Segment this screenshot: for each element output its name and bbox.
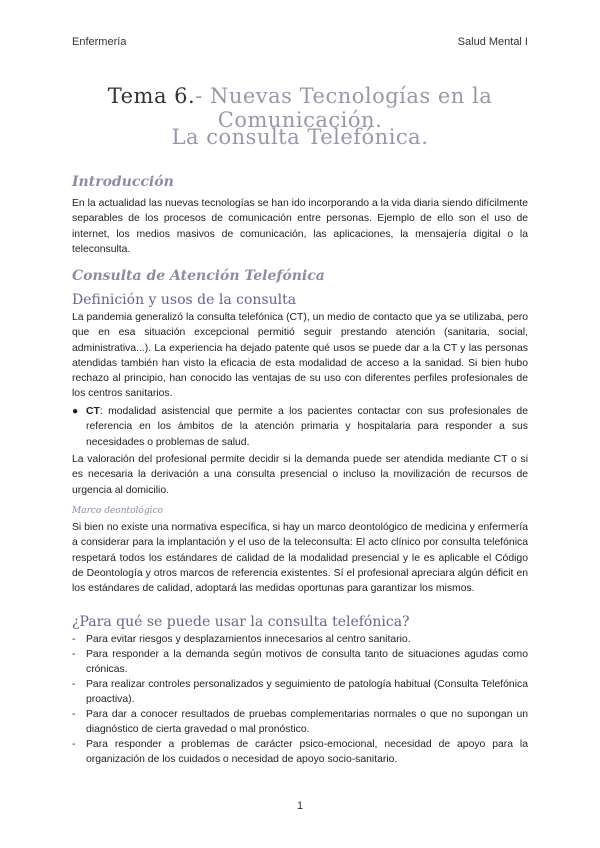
- list-item-text: Para evitar riesgos y desplazamientos innecesarios al centro sanitario.: [86, 634, 411, 645]
- list-item-text: Para responder a problemas de carácter psico-emocional, necesidad de apoyo para la organización de los cuidados o necesidad de apoyo socio-sanitario.: [86, 739, 528, 766]
- consulta-paragraph-2: La valoración del profesional permite decidir si la demanda puede ser atendida mediante CT o si es necesaria la derivación a una consulta presencial o incluso la movilización de recursos de urgencia al domicilio.: [72, 454, 528, 496]
- list-item: [72, 737, 528, 768]
- list-marker: -: [72, 634, 76, 645]
- list-marker: -: [72, 649, 76, 660]
- definicion-subheading: Definición y usos de la consulta: [72, 292, 297, 308]
- page-number: 1: [296, 800, 304, 812]
- usos-heading: ¿Para qué se puede usar la consulta telefónica?: [72, 614, 410, 630]
- ct-bullet: [72, 404, 528, 450]
- marco-heading: Marco deontológico: [72, 506, 163, 516]
- list-item: [72, 707, 528, 738]
- intro-heading: Introducción: [72, 174, 174, 190]
- header-right: Salud Mental I: [457, 36, 528, 48]
- list-marker: -: [72, 739, 76, 750]
- header-left: Enfermería: [72, 36, 127, 48]
- bullet-term: CT: [86, 406, 100, 417]
- list-item: [72, 677, 528, 708]
- marco-paragraph: Si bien no existe una normativa específica, si hay un marco deontológico de medicina y enfermería a considerar para la implantación y el uso de la teleconsulta: El acto clínico por consulta telefónica respetará todos los estándares de calidad de la modalidad presencial y le es aplicable el Código de Deontología y otros marcos de referencia existentes. Sí el profesional apreciara algún déficit en los estándares de calidad, adoptará las medidas oportunas para garantizar los mismos.: [72, 522, 528, 595]
- title-prefix: Tema 6.: [107, 84, 196, 108]
- list-item-text: Para dar a conocer resultados de pruebas complementarias normales o que no supongan un diagnóstico de cierta gravedad o mal pronóstico.: [86, 709, 528, 736]
- page-title-line2: La consulta Telefónica.: [171, 125, 429, 149]
- title-rest: - Nuevas Tecnologías en la Comunicación.: [195, 84, 493, 132]
- list-marker: -: [72, 679, 76, 690]
- bullet-marker: ●: [72, 406, 79, 417]
- intro-paragraph: En la actualidad las nuevas tecnologías se han ido incorporando a la vida diaria siendo difícilmente separables de los procesos de comunicación entre personas. Ejemplo de ello son el uso de internet, los medios masivos de comunicación, las aplicaciones, la mensajería digital o la teleconsulta.: [72, 198, 528, 255]
- list-item: [72, 632, 528, 647]
- list-marker: -: [72, 709, 76, 720]
- consulta-heading: Consulta de Atención Telefónica: [72, 268, 325, 284]
- list-item: [72, 647, 528, 678]
- list-item-text: Para realizar controles personalizados y seguimiento de patología habitual (Consulta Telefónica proactiva).: [86, 679, 528, 706]
- list-item-text: Para responder a la demanda según motivos de consulta tanto de situaciones agudas como crónicas.: [86, 649, 528, 676]
- consulta-paragraph-1: La pandemia generalizó la consulta telefónica (CT), un medio de contacto que ya se utilizaba, pero que en esa situación excepcional permitió seguir prestando atención (sanitaria, social, administrativa...). La experiencia ha dejado patente qué usos se puede dar a la CT y las personas atendidas también han visto la eficacia de esta modalidad de acceso a la sanidad. Si bien hubo rechazo al principio, han conocido las ventajas de su uso con diferentes perfiles profesionales de los centros sanitarios.: [72, 312, 528, 400]
- bullet-text: : modalidad asistencial que permite a los pacientes contactar con sus profesionales de referencia en los ámbitos de la atención primaria y hospitalaria para responder a sus necesidades o problemas de salud.: [86, 406, 528, 448]
